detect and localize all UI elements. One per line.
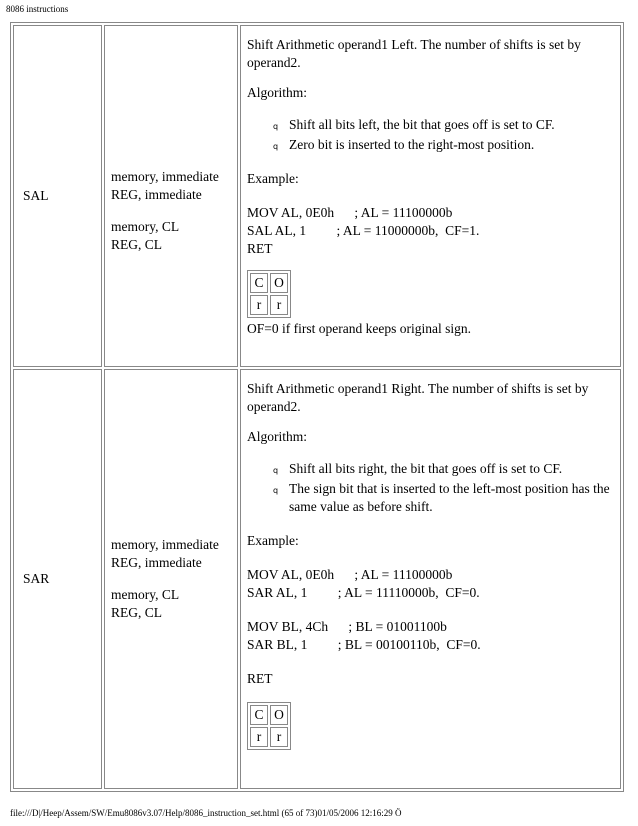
operands-cell — [104, 25, 238, 367]
instruction-name: SAR — [13, 369, 102, 789]
flag-name: O — [270, 273, 288, 293]
code-line: SAL AL, 1 ; AL = 11000000b, CF=1. — [247, 223, 480, 238]
code-line: SAR AL, 1 ; AL = 11110000b, CF=0. — [247, 585, 480, 600]
list-item: q Zero bit is inserted to the right-most position. — [273, 136, 616, 154]
code-example — [247, 566, 616, 602]
algorithm-label: Algorithm: — [247, 85, 307, 100]
operand: memory, CL — [111, 587, 180, 602]
page-footer: file:///D|/Heep/Assem/SW/Emu8086v3.07/Help/8086_instruction_set.html (65 of 73)01/05/2006 12:16:29 Ö — [10, 808, 402, 818]
description-cell — [240, 369, 621, 789]
code-line: SAR BL, 1 ; BL = 00100110b, CF=0. — [247, 637, 481, 652]
flag-name: C — [250, 273, 268, 293]
operand: REG, CL — [111, 605, 163, 620]
flags-note: OF=0 if first operand keeps original sign. — [247, 321, 471, 336]
bullet-icon: q — [273, 486, 279, 495]
flag-value: r — [270, 295, 288, 315]
operand: REG, CL — [111, 237, 163, 252]
operand: memory, immediate — [111, 537, 219, 552]
bullet-icon: q — [273, 466, 279, 475]
table-row — [13, 25, 621, 367]
code-line: MOV BL, 4Ch ; BL = 01001100b — [247, 619, 447, 634]
flags-table — [247, 702, 291, 750]
operand: REG, immediate — [111, 187, 202, 202]
code-line: RET — [247, 671, 273, 686]
algorithm-list — [247, 116, 616, 154]
list-item: q Shift all bits right, the bit that goes off is set to CF. — [273, 460, 616, 478]
algorithm-label: Algorithm: — [247, 429, 307, 444]
example-label: Example: — [247, 533, 299, 548]
code-example — [247, 670, 616, 688]
page-header: 8086 instructions — [6, 4, 69, 14]
code-line: RET — [247, 241, 273, 256]
algorithm-list — [247, 460, 616, 516]
flag-name: C — [250, 705, 268, 725]
operands-cell — [104, 369, 238, 789]
flag-value: r — [270, 727, 288, 747]
bullet-icon: q — [273, 122, 279, 131]
list-item: q Shift all bits left, the bit that goes off is set to CF. — [273, 116, 616, 134]
flag-value: r — [250, 727, 268, 747]
code-example — [247, 204, 616, 258]
operand: REG, immediate — [111, 555, 202, 570]
description-text: Shift Arithmetic operand1 Left. The number of shifts is set by operand2. — [247, 37, 581, 70]
list-item: q The sign bit that is inserted to the left-most position has the same value as before shift. — [273, 481, 610, 514]
flag-value: r — [250, 295, 268, 315]
code-line: MOV AL, 0E0h ; AL = 11100000b — [247, 567, 453, 582]
code-line: MOV AL, 0E0h ; AL = 11100000b — [247, 205, 453, 220]
example-label: Example: — [247, 171, 299, 186]
operand: memory, immediate — [111, 169, 219, 184]
code-example — [247, 618, 616, 654]
flags-table — [247, 270, 291, 318]
description-text: Shift Arithmetic operand1 Right. The number of shifts is set by operand2. — [247, 381, 589, 414]
instruction-table — [10, 22, 624, 792]
bullet-icon: q — [273, 142, 279, 151]
operand: memory, CL — [111, 219, 180, 234]
flag-name: O — [270, 705, 288, 725]
table-row — [13, 369, 621, 789]
description-cell — [240, 25, 621, 367]
instruction-name: SAL — [13, 25, 102, 367]
